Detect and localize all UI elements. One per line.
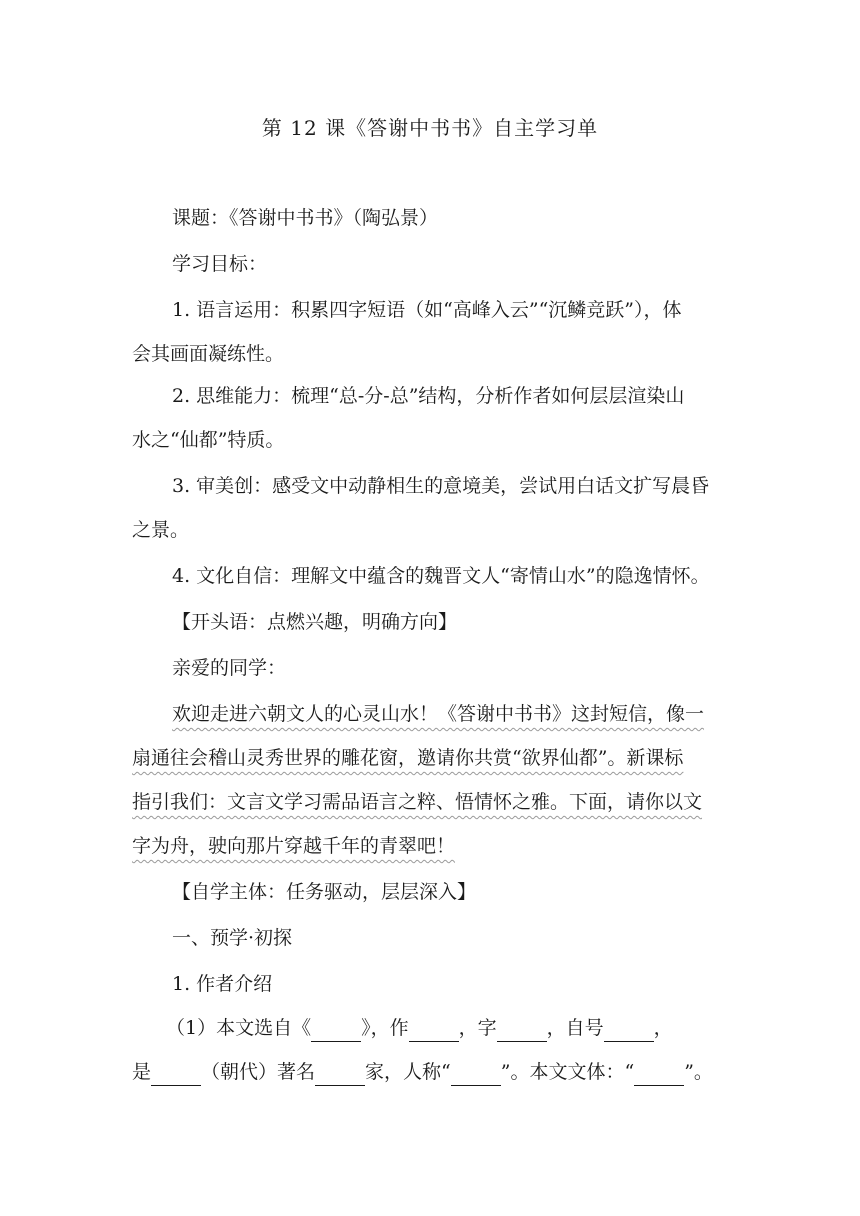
text-segment: ， — [653, 1017, 673, 1039]
text-segment: （朝代）著名 — [201, 1061, 316, 1083]
objective-2-cont: 水之“仙都”特质。 — [132, 429, 285, 451]
text-segment: ，自号 — [546, 1017, 604, 1039]
answer-blank[interactable] — [151, 1063, 201, 1086]
intro-paragraph-line-2 — [132, 744, 732, 772]
objective-3-cont: 之景。 — [132, 519, 190, 541]
opening-heading: 【开头语：点燃兴趣，明确方向】 — [172, 611, 458, 633]
wavy-text: 指引我们：文言文学习需品语言之粹、悟情怀之雅。下面，请你以文 — [132, 791, 703, 813]
text-segment: ”。 — [684, 1061, 713, 1083]
lesson-topic: 课题：《答谢中书书》（陶弘景） — [172, 207, 439, 229]
answer-blank[interactable] — [315, 1063, 365, 1086]
objective-3: 3. 审美创：感受文中动静相生的意境美，尝试用白话文扩写晨昏 — [172, 475, 710, 497]
objective-2: 2. 思维能力：梳理“总-分-总”结构，分析作者如何层层渲染山 — [172, 385, 685, 407]
objective-1: 1. 语言运用：积累四字短语（如“高峰入云”“沉鳞竞跃”），体 — [172, 299, 682, 321]
answer-blank[interactable] — [604, 1019, 654, 1042]
wavy-text: 欢迎走进六朝文人的心灵山水！《答谢中书书》这封短信，像一 — [172, 703, 705, 725]
objective-4: 4. 文化自信：理解文中蕴含的魏晋文人“寄情山水”的隐逸情怀。 — [172, 565, 710, 587]
answer-blank[interactable] — [451, 1063, 501, 1086]
intro-paragraph-line-4 — [132, 832, 732, 860]
answer-blank[interactable] — [634, 1063, 684, 1086]
author-intro-heading: 1. 作者介绍 — [172, 973, 273, 995]
fill-in-line-2 — [132, 1058, 732, 1086]
document-title: 第 12 课《答谢中书书》自主学习单 — [261, 116, 599, 140]
answer-blank[interactable] — [409, 1019, 459, 1042]
wavy-text: 字为舟，驶向那片穿越千年的青翠吧！ — [132, 835, 456, 857]
self-study-heading: 【自学主体：任务驱动，层层深入】 — [172, 881, 477, 903]
answer-blank[interactable] — [497, 1019, 547, 1042]
text-segment: ，字 — [458, 1017, 497, 1039]
answer-blank[interactable] — [311, 1019, 361, 1042]
fill-in-line-1 — [166, 1014, 726, 1042]
objective-1-cont: 会其画面凝练性。 — [132, 343, 285, 365]
wavy-text: 扇通往会稽山灵秀世界的雕花窗，邀请你共赏“欲界仙都”。新课标 — [132, 747, 684, 769]
text-segment: 家，人称“ — [365, 1061, 451, 1083]
text-segment: （1）本文选自《 — [166, 1017, 312, 1039]
objectives-heading: 学习目标： — [172, 253, 268, 275]
section-one-heading: 一、预学·初探 — [172, 927, 293, 949]
text-segment: 是 — [132, 1061, 152, 1083]
text-segment: 》，作 — [361, 1017, 409, 1039]
intro-paragraph-line-3 — [132, 788, 732, 816]
intro-paragraph-line-1 — [172, 700, 732, 728]
greeting: 亲爱的同学： — [172, 657, 287, 679]
text-segment: ”。本文文体：“ — [500, 1061, 635, 1083]
